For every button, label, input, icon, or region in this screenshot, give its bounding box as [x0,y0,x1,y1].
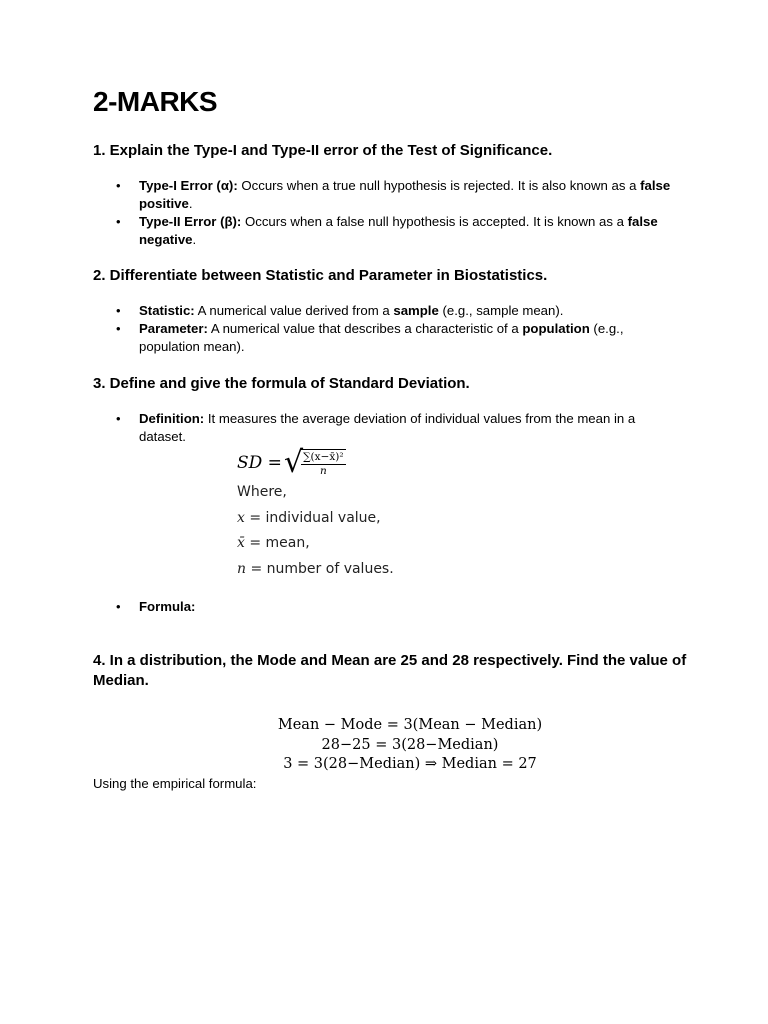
question-1-list [0,177,768,249]
term-label: Type-II Error (β): [139,214,242,229]
term-end: (e.g., sample mean). [438,303,564,318]
math-line: 3 = 3(28−Median) ⇒ Median = 27 [283,756,537,772]
formula-numerator: ∑(x−x̄)² [303,451,344,463]
sqrt-icon: √ [283,445,304,480]
term-end: (e.g., population mean). [139,321,624,354]
formula-lhs: SD = [237,453,282,473]
sd-formula [237,444,437,482]
bullet-icon: • [116,321,121,336]
formula-label: Formula: [139,599,196,614]
variable-desc: = individual value, [244,509,381,526]
bullet-icon: • [116,214,121,229]
variable-desc: = number of values. [246,560,394,577]
term-bold: false negative [139,214,658,247]
bullet-icon: • [116,599,121,614]
term-label: Parameter: [139,321,208,336]
question-2-list [0,302,768,356]
term-label: Statistic: [139,303,195,318]
term-text: Occurs when a false null hypothesis is accepted. It is known as a [241,214,628,229]
list-item [0,410,679,446]
variable-line [237,534,394,560]
variable-symbol: x̄ [237,535,245,551]
variable-line [237,560,394,586]
question-4-heading: 4. In a distribution, the Mode and Mean are 25 and 28 respectively. Find the value of Median. [93,652,687,689]
formula-denominator: n [319,465,327,477]
term-end: . [192,232,197,247]
question-3-list [0,410,768,446]
variable-desc: = mean, [244,535,310,551]
bullet-icon: • [116,411,121,426]
formula-variables [237,483,394,585]
list-item [0,213,679,249]
list-item [0,177,679,213]
term-bold: false positive [139,178,671,211]
math-line: Mean − Mode = 3(Mean − Median) [277,717,543,733]
median-calculation [260,716,560,775]
term-text: A numerical value derived from a [194,303,394,318]
term-label: Type-I Error (α): [139,178,238,193]
variable-symbol: n [237,560,247,577]
variable-symbol: x [237,509,245,526]
variable-line [237,509,394,535]
term-bold: sample [393,303,439,318]
question-1-heading: 1. Explain the Type-I and Type-II error of the Test of Significance. [93,142,553,159]
bullet-icon: • [116,303,121,318]
empirical-formula-note: Using the empirical formula: [93,776,257,791]
formula-fraction [301,449,346,477]
term-text: Occurs when a true null hypothesis is rejected. It is also known as a [237,178,641,193]
question-2-heading: 2. Differentiate between Statistic and Parameter in Biostatistics. [93,267,548,284]
definition-label: Definition: [139,411,205,426]
page-title: 2-MARKS [93,86,218,117]
list-item [0,598,679,616]
list-item [0,302,679,320]
term-end: . [188,196,193,211]
definition-text: It measures the average deviation of individual values from the mean in a dataset. [139,411,636,444]
question-3-heading: 3. Define and give the formula of Standard Deviation. [93,375,470,392]
where-label: Where, [237,484,287,500]
list-item [0,320,679,356]
term-text: A numerical value that describes a characteristic of a [207,321,523,336]
term-bold: population [522,321,590,336]
math-line: 28−25 = 3(28−Median) [321,736,499,753]
formula-list [0,598,768,616]
bullet-icon: • [116,178,121,193]
